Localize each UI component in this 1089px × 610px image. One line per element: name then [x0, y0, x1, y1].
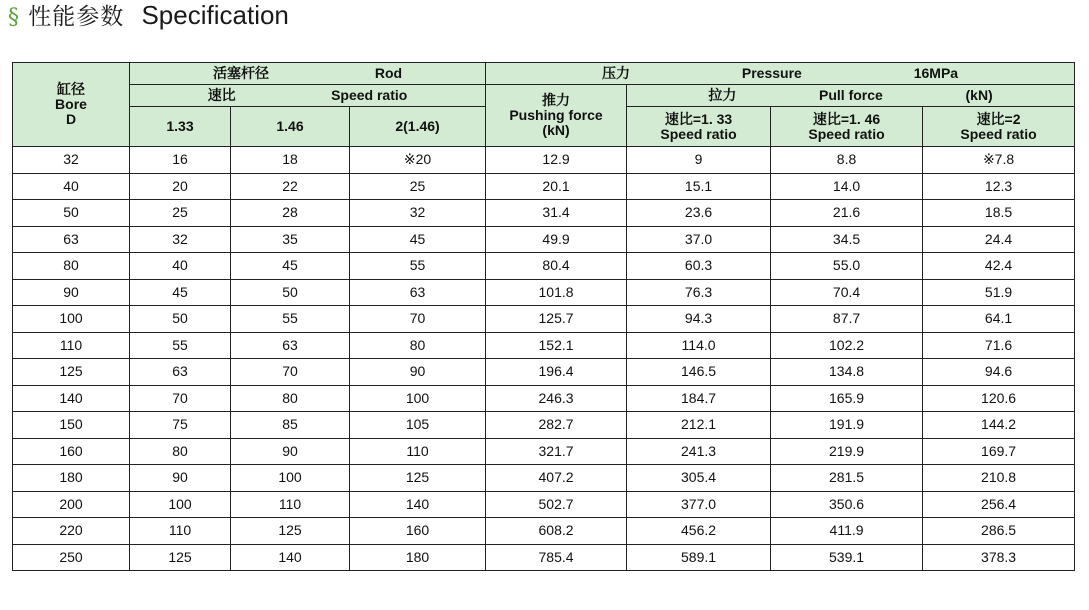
cell-bore: 110 — [13, 332, 130, 359]
cell-rod-1-33: 20 — [130, 173, 231, 200]
cell-rod-2: 70 — [350, 306, 486, 333]
cell-rod-1-46: 35 — [231, 226, 350, 253]
cell-rod-2: 180 — [350, 544, 486, 571]
cell-rod-2: 63 — [350, 279, 486, 306]
cell-rod-1-33: 32 — [130, 226, 231, 253]
table-row — [13, 147, 1075, 174]
cell-pull-2: 144.2 — [923, 412, 1075, 439]
cell-rod-1-33: 25 — [130, 200, 231, 227]
pull-col-1-en: Speed ratio — [660, 125, 737, 142]
pull-col-1 — [627, 107, 771, 147]
header-pressure — [486, 63, 1075, 85]
cell-pull-2: 64.1 — [923, 306, 1075, 333]
table-row — [13, 173, 1075, 200]
cell-push-force: 502.7 — [486, 491, 627, 518]
pull-col-3 — [923, 107, 1075, 147]
cell-pull-1-33: 377.0 — [627, 491, 771, 518]
cell-pull-2: 94.6 — [923, 359, 1075, 386]
cell-push-force: 101.8 — [486, 279, 627, 306]
cell-bore: 80 — [13, 253, 130, 280]
cell-bore: 150 — [13, 412, 130, 439]
cell-rod-1-46: 80 — [231, 385, 350, 412]
cell-rod-2: 32 — [350, 200, 486, 227]
cell-bore: 125 — [13, 359, 130, 386]
cell-pull-1-46: 539.1 — [771, 544, 923, 571]
pressure-val: 16MPa — [913, 65, 959, 81]
cell-push-force: 31.4 — [486, 200, 627, 227]
pull-col-3-zh: 速比=2 — [976, 110, 1021, 127]
cell-rod-2: 105 — [350, 412, 486, 439]
cell-rod-2: 110 — [350, 438, 486, 465]
pull-col-2-zh: 速比=1. 46 — [812, 110, 881, 127]
cell-pull-1-46: 21.6 — [771, 200, 923, 227]
cell-bore: 200 — [13, 491, 130, 518]
cell-pull-2: 286.5 — [923, 518, 1075, 545]
cell-pull-1-33: 9 — [627, 147, 771, 174]
cell-rod-1-33: 40 — [130, 253, 231, 280]
pull-zh: 拉力 — [708, 87, 737, 103]
cell-rod-1-46: 18 — [231, 147, 350, 174]
cell-bore: 50 — [13, 200, 130, 227]
bore-zh: 缸径 — [57, 81, 85, 97]
push-unit: (kN) — [542, 122, 570, 138]
cell-bore: 90 — [13, 279, 130, 306]
cell-rod-1-33: 80 — [130, 438, 231, 465]
cell-rod-2: 45 — [350, 226, 486, 253]
cell-push-force: 12.9 — [486, 147, 627, 174]
cell-bore: 63 — [13, 226, 130, 253]
rod-zh: 活塞杆径 — [212, 65, 269, 81]
cell-pull-2: 42.4 — [923, 253, 1075, 280]
cell-rod-2: 125 — [350, 465, 486, 492]
cell-pull-1-46: 87.7 — [771, 306, 923, 333]
cell-rod-1-33: 70 — [130, 385, 231, 412]
cell-rod-2: 160 — [350, 518, 486, 545]
cell-pull-1-46: 8.8 — [771, 147, 923, 174]
cell-rod-1-46: 85 — [231, 412, 350, 439]
cell-pull-1-33: 146.5 — [627, 359, 771, 386]
cell-pull-1-33: 15.1 — [627, 173, 771, 200]
table-row — [13, 279, 1075, 306]
table-row — [13, 306, 1075, 333]
cell-rod-1-33: 75 — [130, 412, 231, 439]
table-row — [13, 385, 1075, 412]
cell-bore: 220 — [13, 518, 130, 545]
cell-rod-2: 140 — [350, 491, 486, 518]
cell-pull-1-33: 212.1 — [627, 412, 771, 439]
pull-col-2-en: Speed ratio — [808, 125, 885, 142]
table-row — [13, 465, 1075, 492]
cell-rod-1-33: 55 — [130, 332, 231, 359]
cell-rod-2: ※20 — [350, 147, 486, 174]
page-title — [8, 0, 289, 34]
table-row — [13, 518, 1075, 545]
cell-rod-1-33: 100 — [130, 491, 231, 518]
cell-push-force: 20.1 — [486, 173, 627, 200]
cell-pull-1-33: 114.0 — [627, 332, 771, 359]
cell-push-force: 407.2 — [486, 465, 627, 492]
cell-push-force: 282.7 — [486, 412, 627, 439]
cell-rod-1-46: 70 — [231, 359, 350, 386]
cell-rod-1-46: 100 — [231, 465, 350, 492]
table-body — [13, 147, 1075, 571]
header-bore — [13, 63, 130, 147]
pull-en: Pull force — [819, 87, 883, 103]
ratio-1: 1.33 — [130, 107, 231, 147]
cell-pull-1-33: 37.0 — [627, 226, 771, 253]
cell-rod-2: 55 — [350, 253, 486, 280]
cell-pull-1-46: 34.5 — [771, 226, 923, 253]
table-row — [13, 200, 1075, 227]
cell-pull-2: ※7.8 — [923, 147, 1075, 174]
pressure-en: Pressure — [741, 65, 802, 81]
cell-pull-1-46: 70.4 — [771, 279, 923, 306]
cell-rod-1-46: 90 — [231, 438, 350, 465]
cell-rod-1-33: 110 — [130, 518, 231, 545]
cell-rod-1-46: 125 — [231, 518, 350, 545]
cell-pull-1-33: 94.3 — [627, 306, 771, 333]
cell-bore: 140 — [13, 385, 130, 412]
cell-rod-1-33: 125 — [130, 544, 231, 571]
ratio-2: 1.46 — [231, 107, 350, 147]
bore-sym: D — [65, 111, 77, 127]
cell-rod-2: 25 — [350, 173, 486, 200]
speed-zh: 速比 — [207, 87, 236, 103]
cell-push-force: 49.9 — [486, 226, 627, 253]
table-row — [13, 438, 1075, 465]
cell-push-force: 196.4 — [486, 359, 627, 386]
cell-pull-2: 24.4 — [923, 226, 1075, 253]
pressure-zh: 压力 — [601, 65, 630, 81]
cell-bore: 40 — [13, 173, 130, 200]
table-row — [13, 226, 1075, 253]
cell-pull-2: 12.3 — [923, 173, 1075, 200]
cell-pull-1-33: 23.6 — [627, 200, 771, 227]
table-row — [13, 359, 1075, 386]
cell-rod-2: 100 — [350, 385, 486, 412]
cell-pull-1-46: 55.0 — [771, 253, 923, 280]
cell-rod-1-46: 22 — [231, 173, 350, 200]
header-speed-ratio — [130, 85, 486, 107]
cell-rod-1-33: 90 — [130, 465, 231, 492]
cell-push-force: 246.3 — [486, 385, 627, 412]
cell-rod-1-33: 16 — [130, 147, 231, 174]
cell-bore: 160 — [13, 438, 130, 465]
cell-rod-1-33: 63 — [130, 359, 231, 386]
cell-pull-1-33: 60.3 — [627, 253, 771, 280]
cell-push-force: 125.7 — [486, 306, 627, 333]
cell-bore: 32 — [13, 147, 130, 174]
cell-pull-1-33: 589.1 — [627, 544, 771, 571]
section-symbol: § — [8, 5, 19, 30]
header-pull — [627, 85, 1075, 107]
cell-pull-2: 378.3 — [923, 544, 1075, 571]
table-row — [13, 332, 1075, 359]
cell-rod-1-46: 50 — [231, 279, 350, 306]
cell-pull-1-33: 184.7 — [627, 385, 771, 412]
table-row — [13, 491, 1075, 518]
bore-en: Bore — [55, 96, 87, 112]
cell-pull-1-46: 191.9 — [771, 412, 923, 439]
cell-pull-1-46: 14.0 — [771, 173, 923, 200]
cell-push-force: 152.1 — [486, 332, 627, 359]
header-rod — [130, 63, 486, 85]
cell-pull-1-33: 76.3 — [627, 279, 771, 306]
pull-col-2 — [771, 107, 923, 147]
cell-pull-2: 210.8 — [923, 465, 1075, 492]
cell-pull-2: 71.6 — [923, 332, 1075, 359]
cell-rod-1-46: 140 — [231, 544, 350, 571]
cell-rod-1-46: 63 — [231, 332, 350, 359]
cell-pull-1-46: 219.9 — [771, 438, 923, 465]
cell-pull-1-46: 165.9 — [771, 385, 923, 412]
cell-rod-1-46: 55 — [231, 306, 350, 333]
cell-pull-2: 256.4 — [923, 491, 1075, 518]
cell-pull-1-46: 134.8 — [771, 359, 923, 386]
push-en: Pushing force — [509, 107, 603, 123]
cell-push-force: 785.4 — [486, 544, 627, 571]
spec-table — [12, 62, 1075, 571]
cell-rod-1-33: 50 — [130, 306, 231, 333]
title-en: Specification — [141, 0, 289, 30]
cell-rod-1-46: 28 — [231, 200, 350, 227]
cell-pull-1-46: 411.9 — [771, 518, 923, 545]
cell-pull-1-33: 241.3 — [627, 438, 771, 465]
cell-push-force: 608.2 — [486, 518, 627, 545]
cell-bore: 100 — [13, 306, 130, 333]
cell-pull-2: 169.7 — [923, 438, 1075, 465]
table-row — [13, 253, 1075, 280]
cell-pull-2: 18.5 — [923, 200, 1075, 227]
cell-bore: 180 — [13, 465, 130, 492]
cell-rod-1-46: 45 — [231, 253, 350, 280]
title-zh: 性能参数 — [28, 4, 125, 30]
cell-push-force: 321.7 — [486, 438, 627, 465]
cell-pull-2: 120.6 — [923, 385, 1075, 412]
cell-pull-2: 51.9 — [923, 279, 1075, 306]
cell-rod-1-46: 110 — [231, 491, 350, 518]
rod-en: Rod — [374, 65, 403, 81]
table-row — [13, 412, 1075, 439]
table-row — [13, 544, 1075, 571]
header-push — [486, 85, 627, 147]
cell-push-force: 80.4 — [486, 253, 627, 280]
pull-unit: (kN) — [965, 87, 993, 103]
cell-rod-2: 90 — [350, 359, 486, 386]
cell-rod-1-33: 45 — [130, 279, 231, 306]
cell-pull-1-46: 350.6 — [771, 491, 923, 518]
cell-pull-1-33: 456.2 — [627, 518, 771, 545]
pull-col-1-zh: 速比=1. 33 — [664, 110, 733, 127]
ratio-3: 2(1.46) — [350, 107, 486, 147]
cell-pull-1-46: 102.2 — [771, 332, 923, 359]
pull-col-3-en: Speed ratio — [960, 125, 1037, 142]
table-header — [13, 63, 1075, 147]
speed-en: Speed ratio — [331, 87, 408, 103]
push-zh: 推力 — [542, 92, 571, 108]
cell-pull-1-46: 281.5 — [771, 465, 923, 492]
cell-pull-1-33: 305.4 — [627, 465, 771, 492]
cell-bore: 250 — [13, 544, 130, 571]
cell-rod-2: 80 — [350, 332, 486, 359]
